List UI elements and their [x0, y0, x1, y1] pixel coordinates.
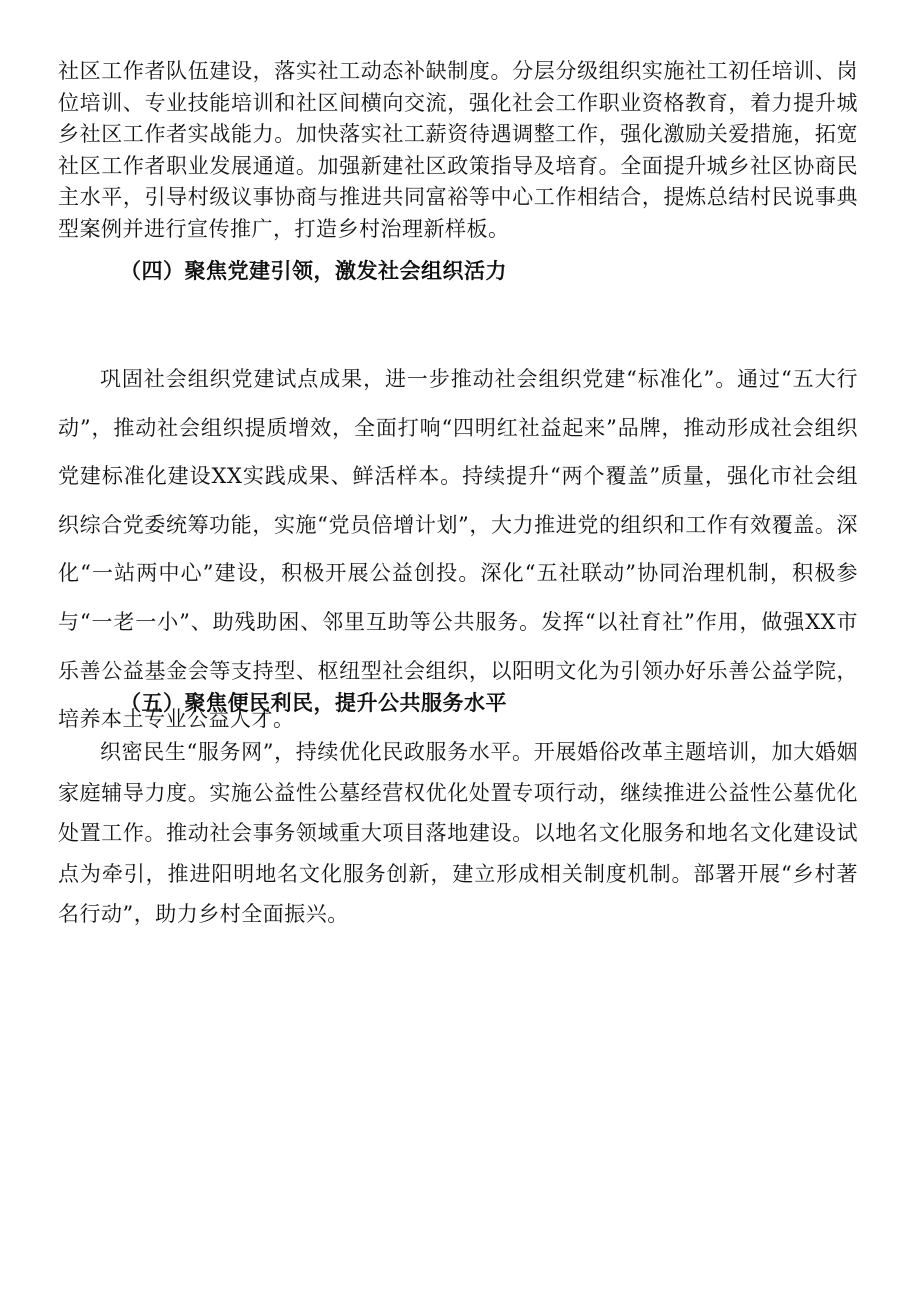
section-heading-4: （四）聚焦党建引领，激发社会组织活力 — [120, 258, 507, 283]
paragraph-public-services: 织密民生“服务网”，持续优化民政服务水平。开展婚俗改革主题培训，加大婚姻家庭辅导力度。实施公益性公墓经营权优化处置专项行动，继续推进公益性公墓优化处置工作。推动社会事务领域重大项目落地建设。以地名文化服务和地名文化建设试点为牵引，推进阳明地名文化服务创新，建立形成相关制度机制。部署开展“乡村著名行动”，助力乡村全面振兴。 — [58, 740, 858, 926]
paragraph-community-workers: 社区工作者队伍建设，落实社工动态补缺制度。分层分级组织实施社工初任培训、岗位培训、专业技能培训和社区间横向交流，强化社会工作职业资格教育，着力提升城乡社区工作者实战能力。加快落实社工薪资待遇调整工作，强化激励关爱措施，拓宽社区工作者职业发展通道。加强新建社区政策指导及培育。全面提升城乡社区协商民主水平，引导村级议事协商与推进共同富裕等中心工作相结合，提炼总结村民说事典型案例并进行宣传推广，打造乡村治理新样板。 — [58, 59, 858, 241]
paragraph-social-organizations: 巩固社会组织党建试点成果，进一步推动社会组织党建“标准化”。通过“五大行动”，推动社会组织提质增效，全面打响“四明红社益起来”品牌，推动形成社会组织党建标准化建设XX实践成果、鲜活样本。持续提升“两个覆盖”质量，强化市社会组织综合党委统筹功能，实施“党员倍增计划”，大力推进党的组织和工作有效覆盖。深化“一站两中心”建设，积极开展公益创投。深化“五社联动”协同治理机制，积极参与“一老一小”、助残助困、邻里互助等公共服务。发挥“以社育社”作用，做强XX市乐善公益基金会等支持型、枢纽型社会组织，以阳明文化为引领办好乐善公益学院，培养本土专业公益人才。 — [58, 367, 858, 732]
section-heading-5: （五）聚焦便民利民，提升公共服务水平 — [120, 690, 507, 715]
